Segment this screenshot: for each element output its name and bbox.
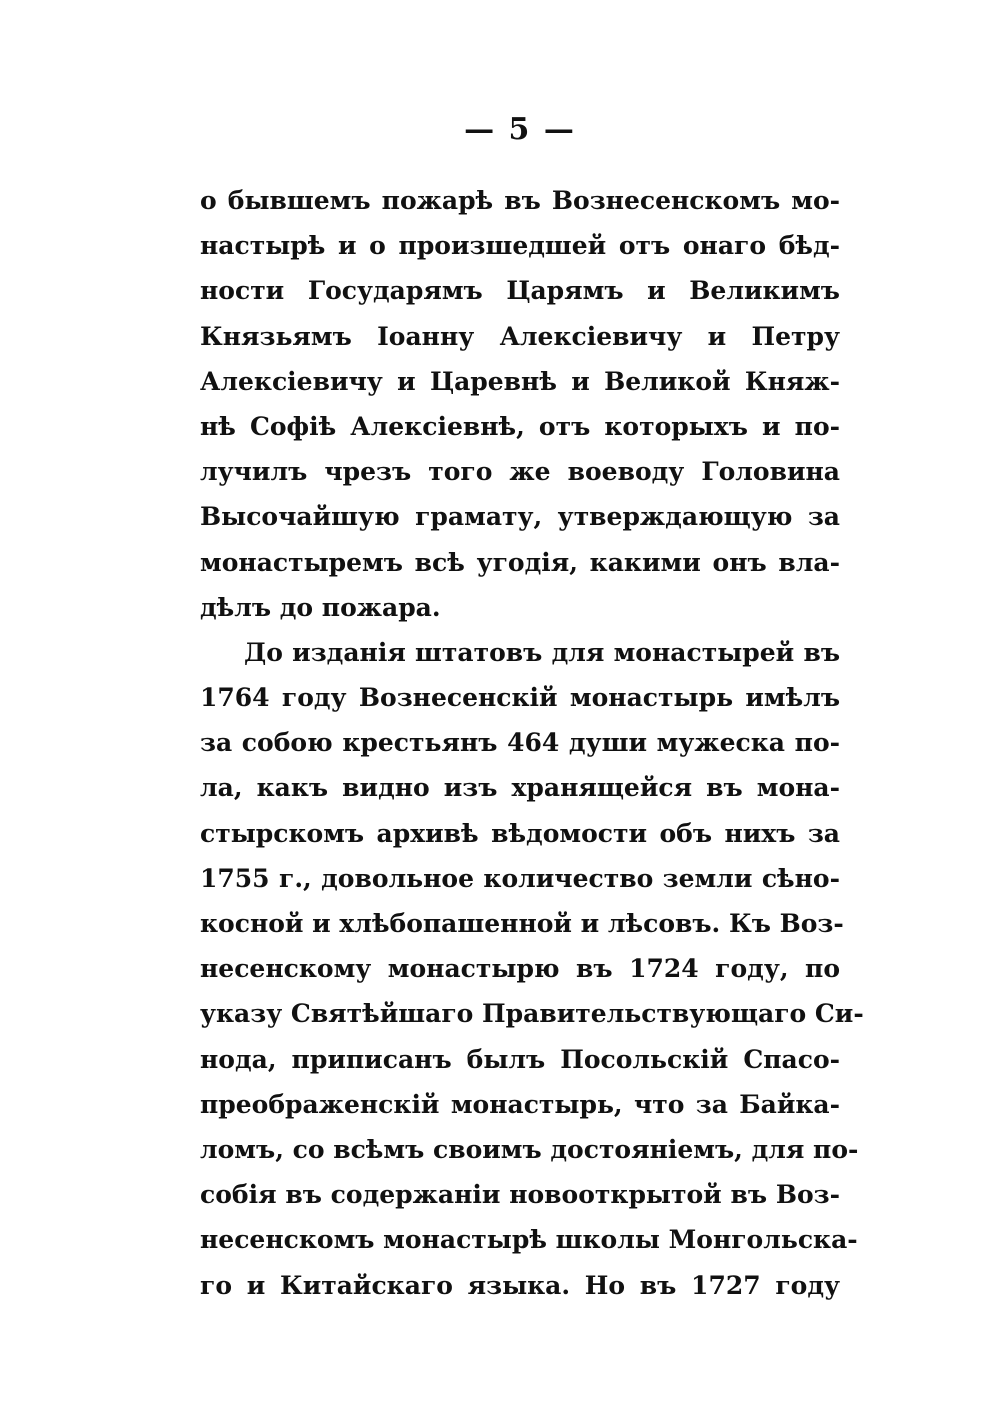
text-line: Высочайшую грамату, утверждающую за bbox=[200, 502, 840, 532]
text-line: нода, приписанъ былъ Посольскій Спасо- bbox=[200, 1044, 840, 1074]
text-line: Алексіевичу и Царевнѣ и Великой Княж- bbox=[200, 366, 840, 396]
text-line: указу Святѣйшаго Правительствующаго Си- bbox=[200, 999, 864, 1029]
paragraph-end-line: дѣлъ до пожара. bbox=[200, 592, 441, 622]
text-line: 1755 г., довольное количество земли сѣно- bbox=[200, 863, 840, 893]
paragraph-start-line: До изданія штатовъ для монастырей въ bbox=[244, 637, 840, 667]
text-line: настырѣ и о произшедшей отъ онаго бѣд- bbox=[200, 231, 840, 261]
text-line: косной и хлѣбопашенной и лѣсовъ. Къ Воз- bbox=[200, 909, 844, 938]
text-line: несенскомъ монастырѣ школы Монгольска- bbox=[200, 1225, 858, 1255]
text-line: стырскомъ архивѣ вѣдомости объ нихъ за bbox=[200, 818, 840, 848]
text-line: ла, какъ видно изъ хранящейся въ мона- bbox=[200, 773, 840, 803]
text-line: несенскому монастырю въ 1724 году, по bbox=[200, 954, 840, 984]
text-line: Князьямъ Іоанну Алексіевичу и Петру bbox=[200, 321, 840, 351]
text-line: 1764 году Вознесенскій монастырь имѣлъ bbox=[200, 683, 840, 713]
text-line: преображенскій монастырь, что за Байка- bbox=[200, 1089, 840, 1119]
text-line: собія въ содержаніи новооткрытой въ Воз- bbox=[200, 1180, 840, 1210]
text-line: ности Государямъ Царямъ и Великимъ bbox=[200, 276, 840, 306]
page-number: — 5 — bbox=[464, 112, 576, 147]
text-line: ломъ, со всѣмъ своимъ достояніемъ, для по- bbox=[200, 1134, 859, 1164]
text-line: монастыремъ всѣ угодія, какими онъ вла- bbox=[200, 547, 840, 577]
text-line: нѣ Софіѣ Алексіевнѣ, отъ которыхъ и по- bbox=[200, 411, 840, 441]
text-line: за собою крестьянъ 464 души мужеска по- bbox=[200, 728, 840, 758]
body-text bbox=[200, 178, 864, 1308]
text-line: о бывшемъ пожарѣ въ Вознесенскомъ мо- bbox=[200, 186, 840, 215]
text-line: лучилъ чрезъ того же воеводу Головина bbox=[200, 457, 840, 487]
text-line: го и Китайскаго языка. Но въ 1727 году bbox=[200, 1270, 840, 1300]
